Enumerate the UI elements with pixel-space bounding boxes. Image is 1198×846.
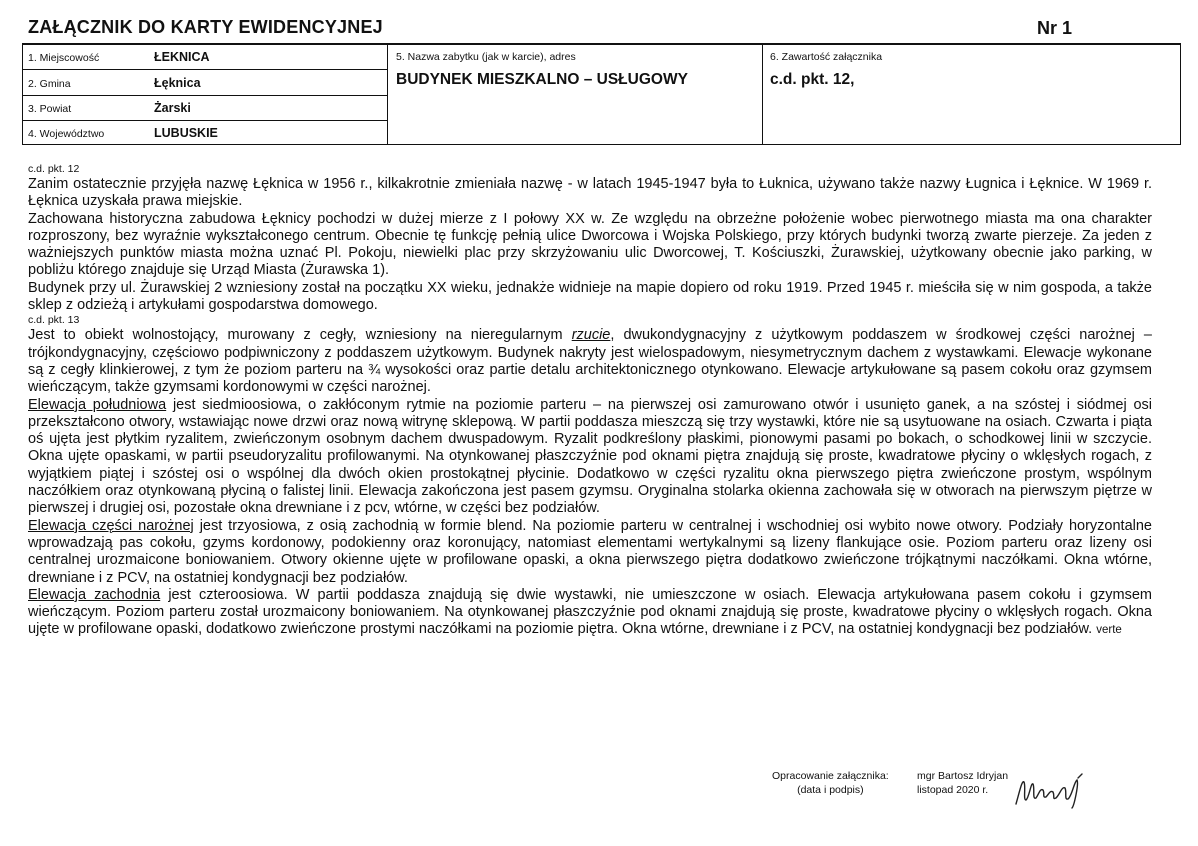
table-right-border [1180, 43, 1181, 145]
section-marker-12: c.d. pkt. 12 [28, 163, 80, 175]
author-block [917, 770, 1008, 797]
paragraph-corner-elevation [28, 518, 1152, 587]
text-run: Jest to obiekt wolnostojący, murowany z cegły, wzniesiony na nieregularnym [28, 327, 572, 344]
paragraph-building-description [28, 327, 1152, 396]
description-text [28, 163, 1152, 640]
field-value-county: Żarski [154, 101, 191, 115]
field-label-commune: 2. Gmina [28, 78, 71, 90]
field-value-contents: c.d. pkt. 12, [770, 71, 855, 88]
left-row-line-2 [22, 95, 388, 96]
prepared-by-line2: (data i podpis) [797, 783, 864, 796]
author-name: mgr Bartosz Idryjan [917, 770, 1009, 782]
field-value-voivodeship: LUBUSKIE [154, 126, 218, 140]
table-bottom-border [22, 144, 1181, 145]
prepared-by-label [772, 770, 889, 797]
field-label-monument-name: 5. Nazwa zabytku (jak w karcie), adres [396, 51, 576, 63]
document-number: Nr 1 [1037, 18, 1073, 38]
table-divider-1 [387, 43, 388, 145]
left-row-line-3 [22, 120, 388, 121]
field-value-monument-name: BUDYNEK MIESZKALNO – USŁUGOWY [396, 71, 688, 88]
table-top-border [22, 43, 1181, 45]
field-label-contents: 6. Zawartość załącznika [770, 51, 883, 63]
paragraph-town-layout: Zachowana historyczna zabudowa Łęknicy pochodzi w dużej mierze z I połowy XX w. Ze względu na obrzeżne położenie wobec pierwotnego miasta ma ona charakter rozproszony, bez wyraźnie wykształconego centrum. Obecnie tę funkcję pełnią ulice Dworcowa i Wojska Polskiego, przy których budynki tworzą zwarte pierzeje. Za jeden z ważniejszych punktów miasta można uznać Pl. Pokoju, niewielki plac przy skrzyżowaniu ulic Dworcowej, T. Kościuszki, Żurawskiej, użytkowany obecnie jako parking, w pobliżu którego znajduje się Urząd Miasta (Żurawska 1). [28, 210, 1152, 279]
prepared-by-line1: Opracowanie załącznika: [772, 770, 889, 782]
left-row-line-1 [22, 69, 388, 70]
text-run: jest trzyosiowa, z osią zachodnią w formie blend. Na poziomie parteru w centralnej i wschodniej osi wybito nowe otwory. Podziały horyzontalne wprowadzają pas cokołu, gzyms kordonowy, podokienny oraz koronujący, natomiast elementami wertykalnymi są lizeny flankujące osie. Poziom parteru oraz lizeny osi centralnej urozmaicone boniowaniem. Otwory okienne ujęte w profilowane opaski, a okna pierwszego piętra dodatkowo zwieńczone trójkątnymi naczółkami. Okna wtórne, drewniane i z PCV, na ostatniej kondygnacji bez podziałów. [28, 517, 1152, 586]
table-divider-2 [762, 43, 763, 145]
paragraph-south-elevation [28, 397, 1152, 518]
verte-note: verte [1096, 624, 1122, 637]
table-left-border [22, 43, 23, 145]
text-run: jest siedmioosiowa, o zakłóconym rytmie na poziomie parteru – na pierwszej osi zamurowano otwór i usunięto ganek, a na szóstej i siódmej osi przekształcono otwory, wstawiając nowe drzwi oraz nową witrynę sklepową. W partii poddasza mieszczą się trzy wystawki, które nie są usytuowane na osiach. Czwarta i piąta oś ujęta jest płytkim ryzalitem, zwieńczonym osobnym dachem dwuspadowym. Ryzalit podkreślony płaskimi, pionowymi pasami po bokach, o schodkowej linii w szczycie. Okna ujęte opaskami, w partii pseudoryzalitu profilowanymi. Na otynkowanej płaszczyźnie pod oknami piętra znajdują się proste, kwadratowe płyciny o wklęsłych rogach, z wyjątkiem piątej i szóstej osi o wspólnej dla dwóch okien prostokątnej płycinie. Dodatkowo w części ryzalitu okna pierwszego piętra zwieńczone prostym, wspólnym naczółkiem oraz otynkowaną płyciną o falistej linii. Elewacja zakończona jest pasem gzymsu. Oryginalna stolarka okienna zachowała się w otworach na pierwszym piętrze w pierwszej i drugiej osi, pozostałe okna drewniane i z pcv, wtórne, w części bez podziałów. [28, 396, 1153, 517]
heading-west-elevation: Elewacja zachodnia [28, 586, 161, 603]
section-marker-13: c.d. pkt. 13 [28, 314, 80, 327]
field-label-voivodeship: 4. Województwo [28, 128, 105, 140]
signature-image [1012, 770, 1092, 810]
field-value-locality: ŁEKNICA [154, 50, 210, 64]
field-label-locality: 1. Miejscowość [28, 52, 100, 64]
paragraph-name-history: Zanim ostatecznie przyjęła nazwę Łęknica w 1956 r., kilkakrotnie zmieniała nazwę - w latach 1945-1947 była to Łuknica, używano także nazwy Ługnica i Łęknice. W 1969 r. Łęknica uzyskała prawa miejskie. [28, 176, 1152, 210]
field-label-county: 3. Powiat [28, 103, 72, 115]
document-title: ZAŁĄCZNIK DO KARTY EWIDENCYJNEJ [28, 17, 383, 37]
author-date: listopad 2020 r. [917, 783, 989, 796]
text-run: jest czteroosiowa. W partii poddasza znajdują się dwie wystawki, nie umieszczone w osiach. Elewacja artykułowana pasem cokołu i gzymsem wieńczącym. Poziom parteru został urozmaicony boniowaniem. Na otynkowanej płaszczyźnie pod oknami znajdują się proste, kwadratowe płyciny o wklęsłych rogach. Okna ujęte w profilowane opaski, dodatkowo zwieńczone prostymi naczółkami na poziomie piętra. Okna wtórne, drewniane i z PCV, na ostatniej kondygnacji bez podziałów. [28, 586, 1152, 638]
paragraph-building-history: Budynek przy ul. Żurawskiej 2 wzniesiony został na początku XX wieku, jednakże widnieje na mapie dopiero od roku 1919. Przed 1945 r. mieściła się w nim gospoda, a także sklep z odzieżą i artykułami gospodarstwa domowego. [28, 279, 1152, 314]
heading-south-elevation: Elewacja południowa [28, 396, 167, 413]
heading-corner-elevation: Elewacja części narożnej [28, 517, 194, 534]
underlined-term-plan: rzucie [571, 327, 611, 344]
text-run: , dwukondygnacyjny z użytkowym poddaszem w środkowej części narożnej – trójkondygnacyjny, częściowo podpiwniczony z poddaszem użytkowym. Budynek nakryty jest wielospadowym, niesymetrycznym dachem z wystawkami. Elewacje wykonane są z cegły klinkierowej, z tym że poziom parteru na ¾ wysokości oraz partie detalu architektonicznego otynkowano. Elewacje artykułowane są pasem cokołu oraz gzymsem wieńczącym, także gzymsami kordonowymi w części narożnej. [28, 327, 1152, 396]
field-value-commune: Łęknica [154, 76, 201, 90]
paragraph-west-elevation [28, 587, 1152, 640]
